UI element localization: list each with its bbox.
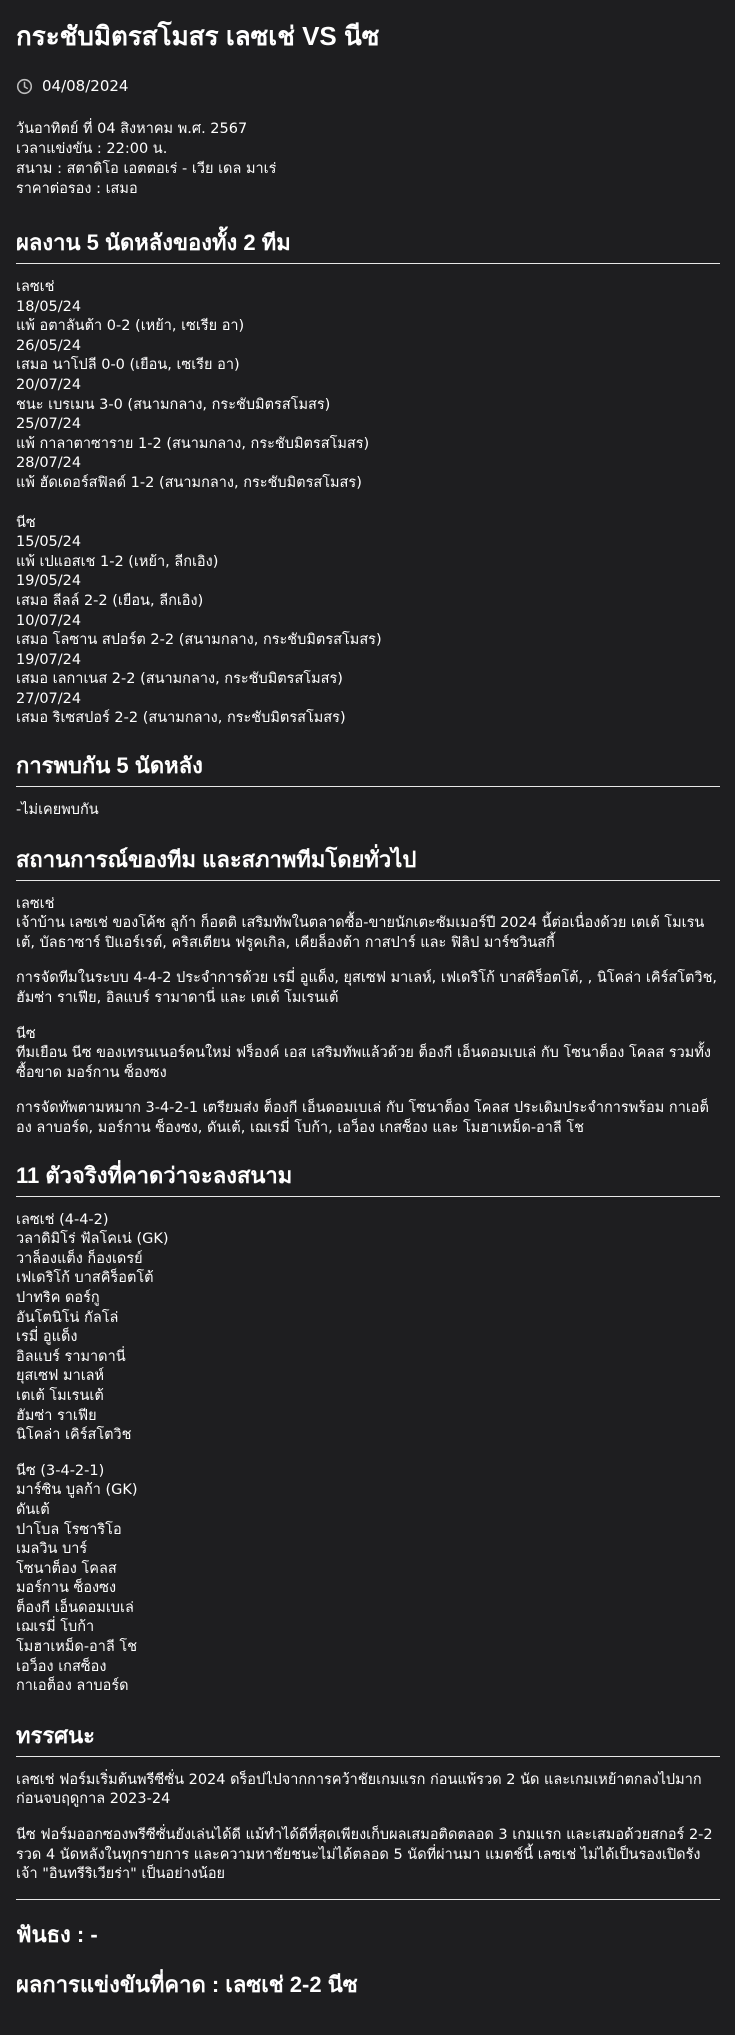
info-venue: สนาม : สตาดิโอ เอตตอเร่ - เวีย เดล มาเร่	[16, 161, 277, 177]
predicted-result: ผลการแข่งขันที่คาด : เลซเช่ 2-2 นีซ	[16, 1971, 358, 1997]
lineup-heading: 11 ตัวจริงที่คาดว่าจะลงสนาม	[16, 1162, 293, 1188]
lineup-line: เตเต้ โมเรนเต้	[16, 1387, 104, 1404]
match-date: 04/08/2024	[42, 77, 129, 95]
form-line: เสมอ โลซาน สปอร์ต 2-2 (สนามกลาง, กระชับมิตรสโมสร)	[16, 632, 382, 649]
lineup-team1	[16, 1211, 720, 1446]
situation-paragraph: การจัดทัพตามหมาก 3-4-2-1 เตรียมส่ง ต็องกี เอ็นดอมเบเล่ กับ โซนาต็อง โคลส ประเดิมประจำการพร้อม กาเอต็อง ลาบอร์ด, มอร์กาน ซ็องซง, ดันเต้, เฌเรมี่ โบก้า, เอว็อง เกสซ็อง และ โมฮาเหม็ด-อาลี โช	[16, 1100, 709, 1136]
clock-icon	[16, 78, 33, 95]
form-line: 26/05/24	[16, 337, 82, 354]
form-line: แพ้ ฮัดเดอร์สฟิลด์ 1-2 (สนามกลาง, กระชับมิตรสโมสร)	[16, 474, 362, 491]
situation-paragraph: ทีมเยือน นีซ ของเทรนเนอร์คนใหม่ ฟร็องค์ เอส เสริมทัพแล้วด้วย ต็องกี เอ็นดอมเบเล่ กับ โซนาต็อง โคลส รวมทั้งซื้อขาด มอร์กาน ซ็องซง	[16, 1045, 711, 1081]
situation-paragraph: การจัดทีมในระบบ 4-4-2 ประจำการด้วย เรมี่ อูแด็ง, ยุสเซฟ มาเลห์, เฟเดริโก้ บาสคิร็อตโต้, , นิโคล่า เคิร์สโตวิช, ฮัมซ่า ราเฟีย, อิลแบร์ รามาดานี่ และ เตเต้ โมเรนเต้	[16, 970, 718, 1007]
form-line: 19/05/24	[16, 573, 82, 590]
form-line: เสมอ ลีลล์ 2-2 (เยือน, ลีกเอิง)	[16, 592, 204, 609]
situation-heading: สถานการณ์ของทีม และสภาพทีมโดยทั่วไป	[16, 846, 417, 872]
form-heading: ผลงาน 5 นัดหลังของทั้ง 2 ทีม	[16, 230, 291, 255]
h2h-text: -ไม่เคยพบกัน	[16, 802, 99, 819]
form-line: ชนะ เบรเมน 3-0 (สนามกลาง, กระชับมิตรสโมสร)	[16, 396, 331, 413]
match-info	[16, 119, 720, 199]
date-row	[16, 75, 720, 97]
lineup-section	[16, 1161, 720, 1697]
divider	[16, 1899, 720, 1900]
analysis-paragraph: นีซ ฟอร์มออกซองพรีซีซั่นยังเล่นได้ดี แม้ทำได้ดีที่สุดเพียงเก็บผลเสมอติดตลอด 3 เกมแรก และเสมอด้วยสกอร์ 2-2 รวด 4 นัดหลังในทุกรายการ และความหาชัยชนะไม่ได้ตลอด 5 นัดที่ผ่านมา แมตช์นี้ เลซเช่ ไม่ได้เป็นรองเปิดรังเจ้า "อินทรีริเวียร่า" เป็นอย่างน้อย	[16, 1827, 713, 1883]
h2h-heading: การพบกัน 5 นัดหลัง	[16, 753, 203, 779]
form-team1	[16, 278, 720, 494]
lineup-line: ปาทริค ดอร์กู	[16, 1289, 100, 1306]
lineup-line: เอว็อง เกสซ็อง	[16, 1658, 107, 1675]
team-name: นีซ	[16, 1025, 36, 1042]
form-line: เลซเช่	[16, 279, 55, 295]
form-line: 18/05/24	[16, 298, 82, 315]
form-line: เสมอ นาโปลี 0-0 (เยือน, เซเรีย อา)	[16, 357, 240, 374]
form-line: 10/07/24	[16, 612, 82, 629]
form-line: 15/05/24	[16, 534, 82, 551]
lineup-line: ยุสเซฟ มาเลห์	[16, 1368, 105, 1385]
info-time: เวลาแข่งขัน : 22:00 น.	[16, 141, 168, 157]
info-day: วันอาทิตย์ ที่ 04 สิงหาคม พ.ศ. 2567	[16, 121, 248, 137]
lineup-line: เลซเช่ (4-4-2)	[16, 1211, 109, 1228]
form-line: เสมอ เลกาเนส 2-2 (สนามกลาง, กระชับมิตรสโมสร)	[16, 671, 343, 688]
form-line: 27/07/24	[16, 690, 82, 707]
analysis-paragraph: เลซเช่ ฟอร์มเริ่มต้นพรีซีซั่น 2024 ดร็อปไปจากการคว้าชัยเกมแรก ก่อนแพ้รวด 2 นัด และเกมเหย้าตกลงไปมากก่อนจบฤดูกาล 2023-24	[16, 1771, 702, 1808]
lineup-team2	[16, 1462, 720, 1697]
form-line: 19/07/24	[16, 651, 82, 668]
lineup-line: โมฮาเหม็ด-อาลี โช	[16, 1639, 138, 1656]
form-line: 25/07/24	[16, 416, 82, 433]
lineup-line: กาเอต็อง ลาบอร์ด	[16, 1678, 129, 1695]
analysis-heading: ทรรศนะ	[16, 1722, 95, 1748]
lineup-line: โซนาต็อง โคลส	[16, 1560, 117, 1577]
analysis-body	[16, 1771, 720, 1885]
divider	[16, 1756, 720, 1757]
lineup-line: นิโคล่า เคิร์สโตวิช	[16, 1427, 132, 1444]
form-line: แพ้ เปแอสเช 1-2 (เหย้า, ลีกเอิง)	[16, 553, 219, 570]
h2h-section	[16, 751, 720, 821]
lineup-line: ดันเต้	[16, 1501, 50, 1518]
page-title: กระชับมิตรสโมสร เลซเช่ VS นีซ	[16, 21, 380, 51]
form-line: เสมอ ริเซสปอร์ 2-2 (สนามกลาง, กระชับมิตรสโมสร)	[16, 710, 346, 727]
situation-paragraph: เจ้าบ้าน เลซเช่ ของโค้ช ลูก้า ก็อตติ เสริมทัพในตลาดซื้อ-ขายนักเตะซัมเมอร์ปี 2024 นี้ต่อเนื่องด้วย เตเต้ โมเรนเต้, บัลธาซาร์ ปิแอร์เรต์, คริสเตียน ฟรูคเกิล, เคียล็องต้า กาสปาร์ และ ฟิลิป มาร์ชวินสกี้	[16, 915, 705, 951]
lineup-line: ปาโบล โรซาริโอ	[16, 1521, 122, 1538]
lineup-line: วาล็องแต็ง ก็องเดรย์	[16, 1250, 143, 1267]
lineup-line: เฌเรมี่ โบก้า	[16, 1619, 95, 1636]
divider	[16, 786, 720, 787]
lineup-line: วลาดิมิโร่ ฟัลโคเน่ (GK)	[16, 1231, 169, 1248]
form-line: แพ้ อตาลันต้า 0-2 (เหย้า, เซเรีย อา)	[16, 318, 245, 335]
form-section	[16, 228, 720, 729]
form-line: 20/07/24	[16, 376, 82, 393]
situation-section	[16, 845, 720, 1139]
lineup-line: อิลแบร์ รามาดานี่	[16, 1348, 126, 1365]
team-name: เลซเช่	[16, 895, 55, 912]
lineup-line: มอร์กาน ซ็องซง	[16, 1580, 117, 1597]
lineup-line: มาร์ซิน บูลก้า (GK)	[16, 1482, 138, 1499]
divider	[16, 1196, 720, 1197]
form-line: 28/07/24	[16, 455, 82, 472]
lineup-line: เรมี่ อูแด็ง	[16, 1329, 78, 1346]
lineup-line: ฮัมซ่า ราเฟีย	[16, 1407, 97, 1424]
divider	[16, 263, 720, 264]
divider	[16, 880, 720, 881]
lineup-line: เมลวิน บาร์	[16, 1541, 88, 1558]
lineup-line: นีซ (3-4-2-1)	[16, 1462, 105, 1479]
verdict: ฟันธง : -	[16, 1921, 98, 1947]
form-line: นีซ	[16, 514, 36, 531]
lineup-line: ต็องกี เอ็นดอมเบเล่	[16, 1599, 134, 1616]
lineup-line: เฟเดริโก้ บาสคิร็อตโต้	[16, 1270, 154, 1287]
info-odds: ราคาต่อรอง : เสมอ	[16, 181, 138, 197]
lineup-line: อันโตนิโน่ กัลโล่	[16, 1309, 119, 1326]
form-team2	[16, 514, 720, 730]
analysis-section	[16, 1721, 720, 1900]
situation-body	[16, 895, 720, 1139]
form-line: แพ้ กาลาตาซาราย 1-2 (สนามกลาง, กระชับมิตรสโมสร)	[16, 435, 370, 452]
